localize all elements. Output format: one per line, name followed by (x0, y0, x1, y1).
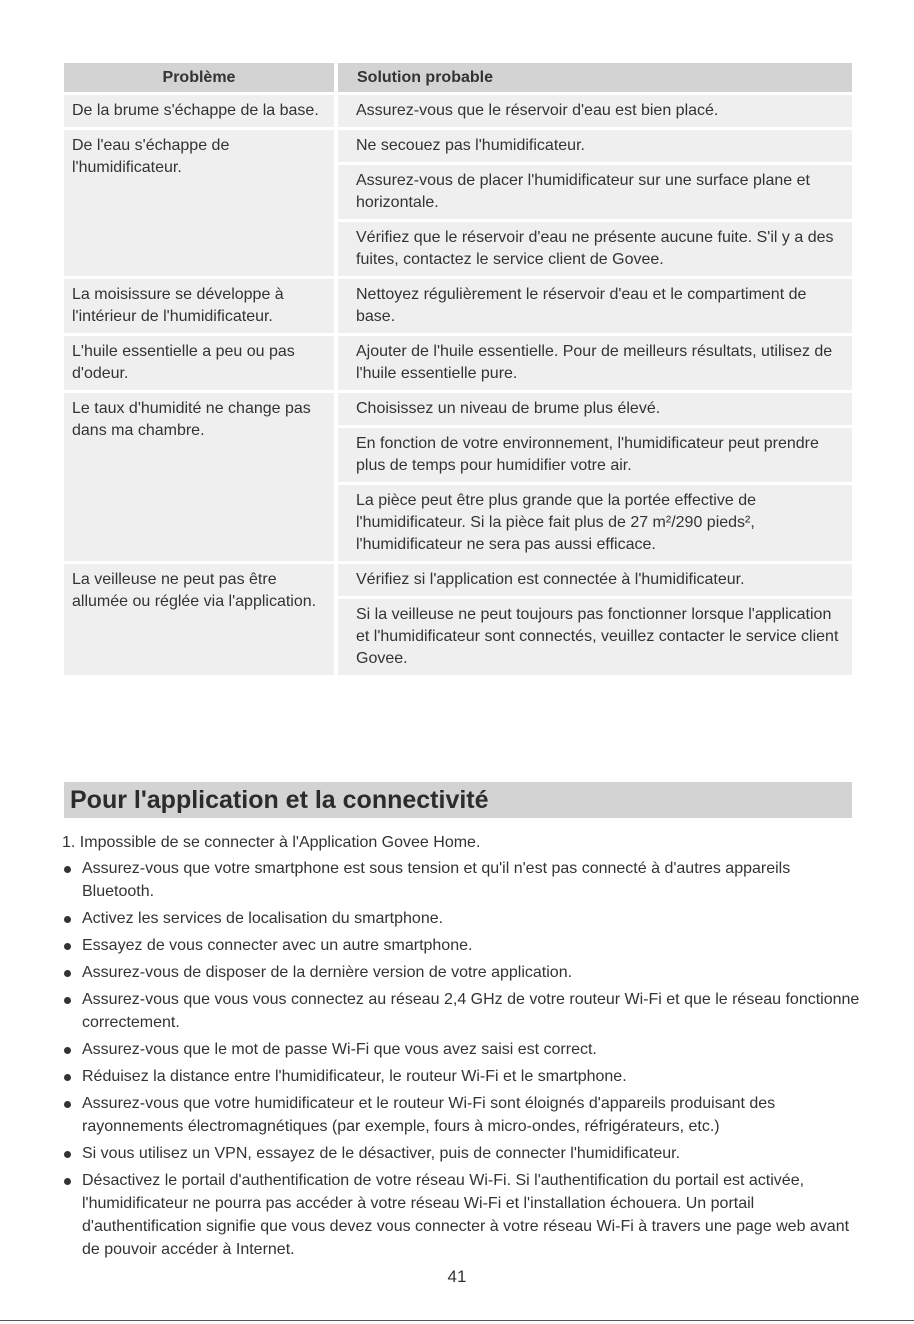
table-header (64, 63, 852, 92)
bullet-icon (64, 1101, 71, 1108)
item-title: 1. Impossible de se connecter à l'Application Govee Home. (62, 834, 481, 851)
list-item-text: Activez les services de localisation du smartphone. (82, 910, 444, 927)
solution-cell: Choisissez un niveau de brume plus élevé. (338, 393, 852, 425)
bullet-icon (64, 866, 71, 873)
solution-cell: Vérifiez que le réservoir d'eau ne présente aucune fuite. S'il y a des fuites, contactez le service client de Govee. (338, 222, 852, 276)
solution-cell: En fonction de votre environnement, l'humidificateur peut prendre plus de temps pour humidifier votre air. (338, 428, 852, 482)
list-item-text: Essayez de vous connecter avec un autre smartphone. (82, 937, 473, 954)
solution-column (338, 95, 852, 127)
list-item (62, 1038, 862, 1061)
bullet-icon (64, 943, 71, 950)
problem-cell: De l'eau s'échappe de l'humidificateur. (64, 130, 334, 276)
solution-cell: Ne secouez pas l'humidificateur. (338, 130, 852, 162)
problem-cell: La veilleuse ne peut pas être allumée ou réglée via l'application. (64, 564, 334, 675)
bullet-icon (64, 1047, 71, 1054)
list-item (62, 961, 862, 984)
list-item (62, 1142, 862, 1165)
table-row (64, 393, 852, 561)
list-item (62, 1092, 862, 1138)
table-row (64, 279, 852, 333)
list-item (62, 934, 862, 957)
list-item (62, 988, 862, 1034)
solution-cell: La pièce peut être plus grande que la portée effective de l'humidificateur. Si la pièce fait plus de 27 m²/290 pieds², l'humidificateur ne sera pas aussi efficace. (338, 485, 852, 561)
bullet-icon (64, 1151, 71, 1158)
table-row (64, 95, 852, 127)
header-problem: Problème (64, 63, 334, 92)
table-row (64, 564, 852, 675)
list-item (62, 857, 862, 903)
table-row (64, 130, 852, 276)
solution-column (338, 564, 852, 675)
list-item-text: Si vous utilisez un VPN, essayez de le désactiver, puis de connecter l'humidificateur. (82, 1145, 681, 1162)
list-item-text: Assurez-vous que le mot de passe Wi-Fi que vous avez saisi est correct. (82, 1041, 597, 1058)
bullet-icon (64, 997, 71, 1004)
solution-cell: Vérifiez si l'application est connectée à l'humidificateur. (338, 564, 852, 596)
solution-column (338, 336, 852, 390)
page-number: 41 (447, 1267, 467, 1286)
solution-cell: Assurez-vous que le réservoir d'eau est bien placé. (338, 95, 852, 127)
header-solution: Solution probable (338, 63, 852, 92)
bullet-icon (64, 916, 71, 923)
bullet-icon (64, 1074, 71, 1081)
list-item-text: Assurez-vous que votre humidificateur et le routeur Wi-Fi sont éloignés d'appareils produisant des rayonnements électromagnétiques (par exemple, fours à micro-ondes, réfrigérateurs, etc.) (82, 1095, 776, 1135)
troubleshooting-table (64, 63, 852, 675)
list-item-text: Assurez-vous de disposer de la dernière version de votre application. (82, 964, 573, 981)
list-item (62, 1169, 862, 1261)
list-item (62, 1065, 862, 1088)
bottom-divider (0, 1320, 914, 1321)
list-item-text: Assurez-vous que votre smartphone est sous tension et qu'il n'est pas connecté à d'autres appareils Bluetooth. (82, 860, 791, 900)
bullet-icon (64, 1178, 71, 1185)
connectivity-section (62, 831, 862, 1265)
solution-cell: Assurez-vous de placer l'humidificateur sur une surface plane et horizontale. (338, 165, 852, 219)
solution-cell: Si la veilleuse ne peut toujours pas fonctionner lorsque l'application et l'humidificateur sont connectés, veuillez contacter le service client Govee. (338, 599, 852, 675)
bullet-list (62, 857, 862, 1261)
solution-cell: Ajouter de l'huile essentielle. Pour de meilleurs résultats, utilisez de l'huile essentielle pure. (338, 336, 852, 390)
bullet-icon (64, 970, 71, 977)
list-item-text: Réduisez la distance entre l'humidificateur, le routeur Wi-Fi et le smartphone. (82, 1068, 627, 1085)
problem-cell: La moisissure se développe à l'intérieur de l'humidificateur. (64, 279, 334, 333)
solution-column (338, 393, 852, 561)
solution-cell: Nettoyez régulièrement le réservoir d'eau et le compartiment de base. (338, 279, 852, 333)
problem-cell: L'huile essentielle a peu ou pas d'odeur. (64, 336, 334, 390)
problem-cell: De la brume s'échappe de la base. (64, 95, 334, 127)
table-row (64, 336, 852, 390)
list-item (62, 907, 862, 930)
list-item-text: Désactivez le portail d'authentification de votre réseau Wi-Fi. Si l'authentification du portail est activée, l'humidificateur ne pourra pas accéder à votre réseau Wi-Fi et l'installation échouera. Un portail d'authentification signifie que vous devez vous connecter à votre réseau Wi-Fi à travers une page web avant de pouvoir accéder à Internet. (82, 1172, 850, 1258)
problem-cell: Le taux d'humidité ne change pas dans ma chambre. (64, 393, 334, 561)
list-item-text: Assurez-vous que vous vous connectez au réseau 2,4 GHz de votre routeur Wi-Fi et que le réseau fonctionne correctement. (82, 991, 860, 1031)
solution-column (338, 130, 852, 276)
section-heading: Pour l'application et la connectivité (64, 782, 852, 818)
solution-column (338, 279, 852, 333)
